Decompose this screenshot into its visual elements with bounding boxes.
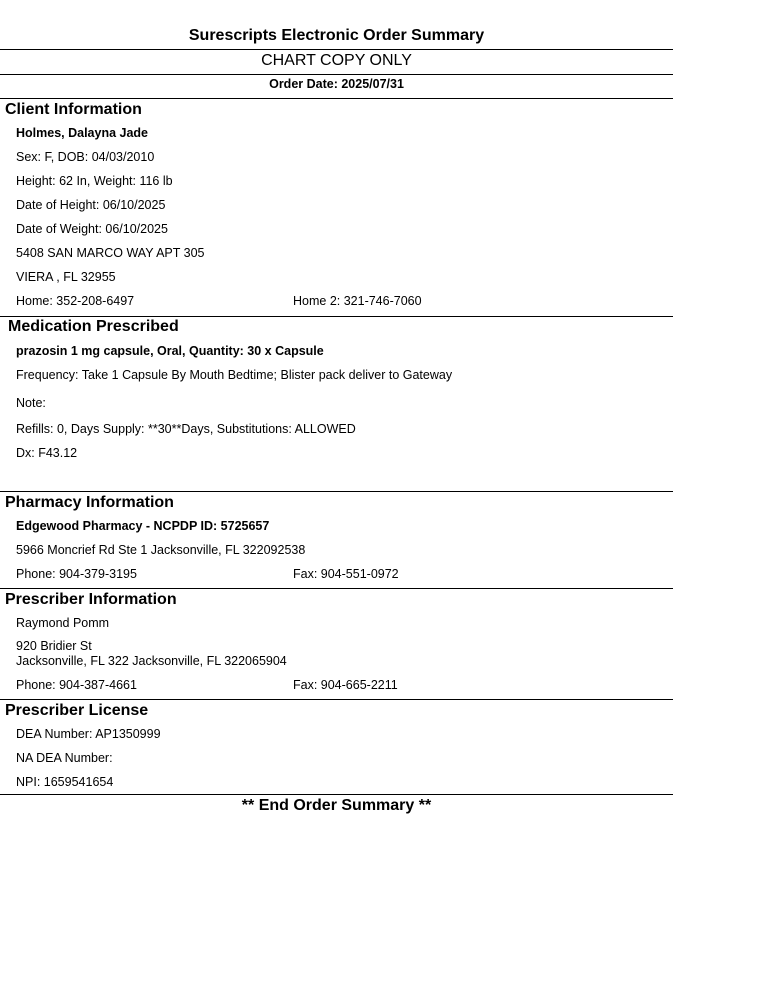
license-dea-number: DEA Number: AP1350999 [16,727,161,741]
pharmacy-phone: Phone: 904-379-3195 [16,567,137,581]
medication-name: prazosin 1 mg capsule, Oral, Quantity: 30 x Capsule [16,344,324,358]
end-order-summary: ** End Order Summary ** [241,797,432,814]
pharmacy-heading: Pharmacy Information [5,494,174,511]
prescriber-heading: Prescriber Information [5,591,177,608]
divider [0,316,673,317]
prescriber-address-line1: 920 Bridier St [16,639,92,653]
client-height-weight: Height: 62 In, Weight: 116 lb [16,174,173,188]
client-home-phone: Home: 352-208-6497 [16,294,135,308]
divider [0,588,673,589]
divider [0,794,673,795]
prescriber-address-line2: Jacksonville, FL 322 Jacksonville, FL 322065904 [16,654,287,668]
client-name: Holmes, Dalayna Jade [16,126,149,140]
client-date-of-height: Date of Height: 06/10/2025 [16,198,166,212]
client-information-heading: Client Information [5,101,142,118]
medication-note: Note: [16,396,46,410]
client-date-of-weight: Date of Weight: 06/10/2025 [16,222,168,236]
license-npi: NPI: 1659541654 [16,775,114,789]
prescriber-fax: Fax: 904-665-2211 [293,678,398,692]
client-sex-dob: Sex: F, DOB: 04/03/2010 [16,150,155,164]
medication-dx: Dx: F43.12 [16,446,78,460]
chart-copy-label: CHART COPY ONLY [261,52,412,69]
pharmacy-address: 5966 Moncrief Rd Ste 1 Jacksonville, FL 322092538 [16,543,306,557]
divider [0,699,673,700]
document-title: Surescripts Electronic Order Summary [188,27,485,44]
client-address-line2: VIERA , FL 32955 [16,270,116,284]
license-heading: Prescriber License [5,702,149,719]
medication-refills: Refills: 0, Days Supply: **30**Days, Substitutions: ALLOWED [16,422,356,436]
client-home2-phone: Home 2: 321-746-7060 [293,294,422,308]
medication-frequency: Frequency: Take 1 Capsule By Mouth Bedtime; Blister pack deliver to Gateway [16,368,453,382]
license-na-dea-number: NA DEA Number: [16,751,113,765]
pharmacy-name: Edgewood Pharmacy - NCPDP ID: 5725657 [16,519,270,533]
pharmacy-fax: Fax: 904-551-0972 [293,567,399,581]
client-address-line1: 5408 SAN MARCO WAY APT 305 [16,246,205,260]
divider [0,49,673,50]
divider [0,98,673,99]
prescriber-name: Raymond Pomm [16,616,110,630]
divider [0,491,673,492]
prescriber-phone: Phone: 904-387-4661 [16,678,137,692]
order-date: Order Date: 2025/07/31 [269,77,404,91]
divider [0,74,673,75]
medication-heading: Medication Prescribed [8,318,179,335]
